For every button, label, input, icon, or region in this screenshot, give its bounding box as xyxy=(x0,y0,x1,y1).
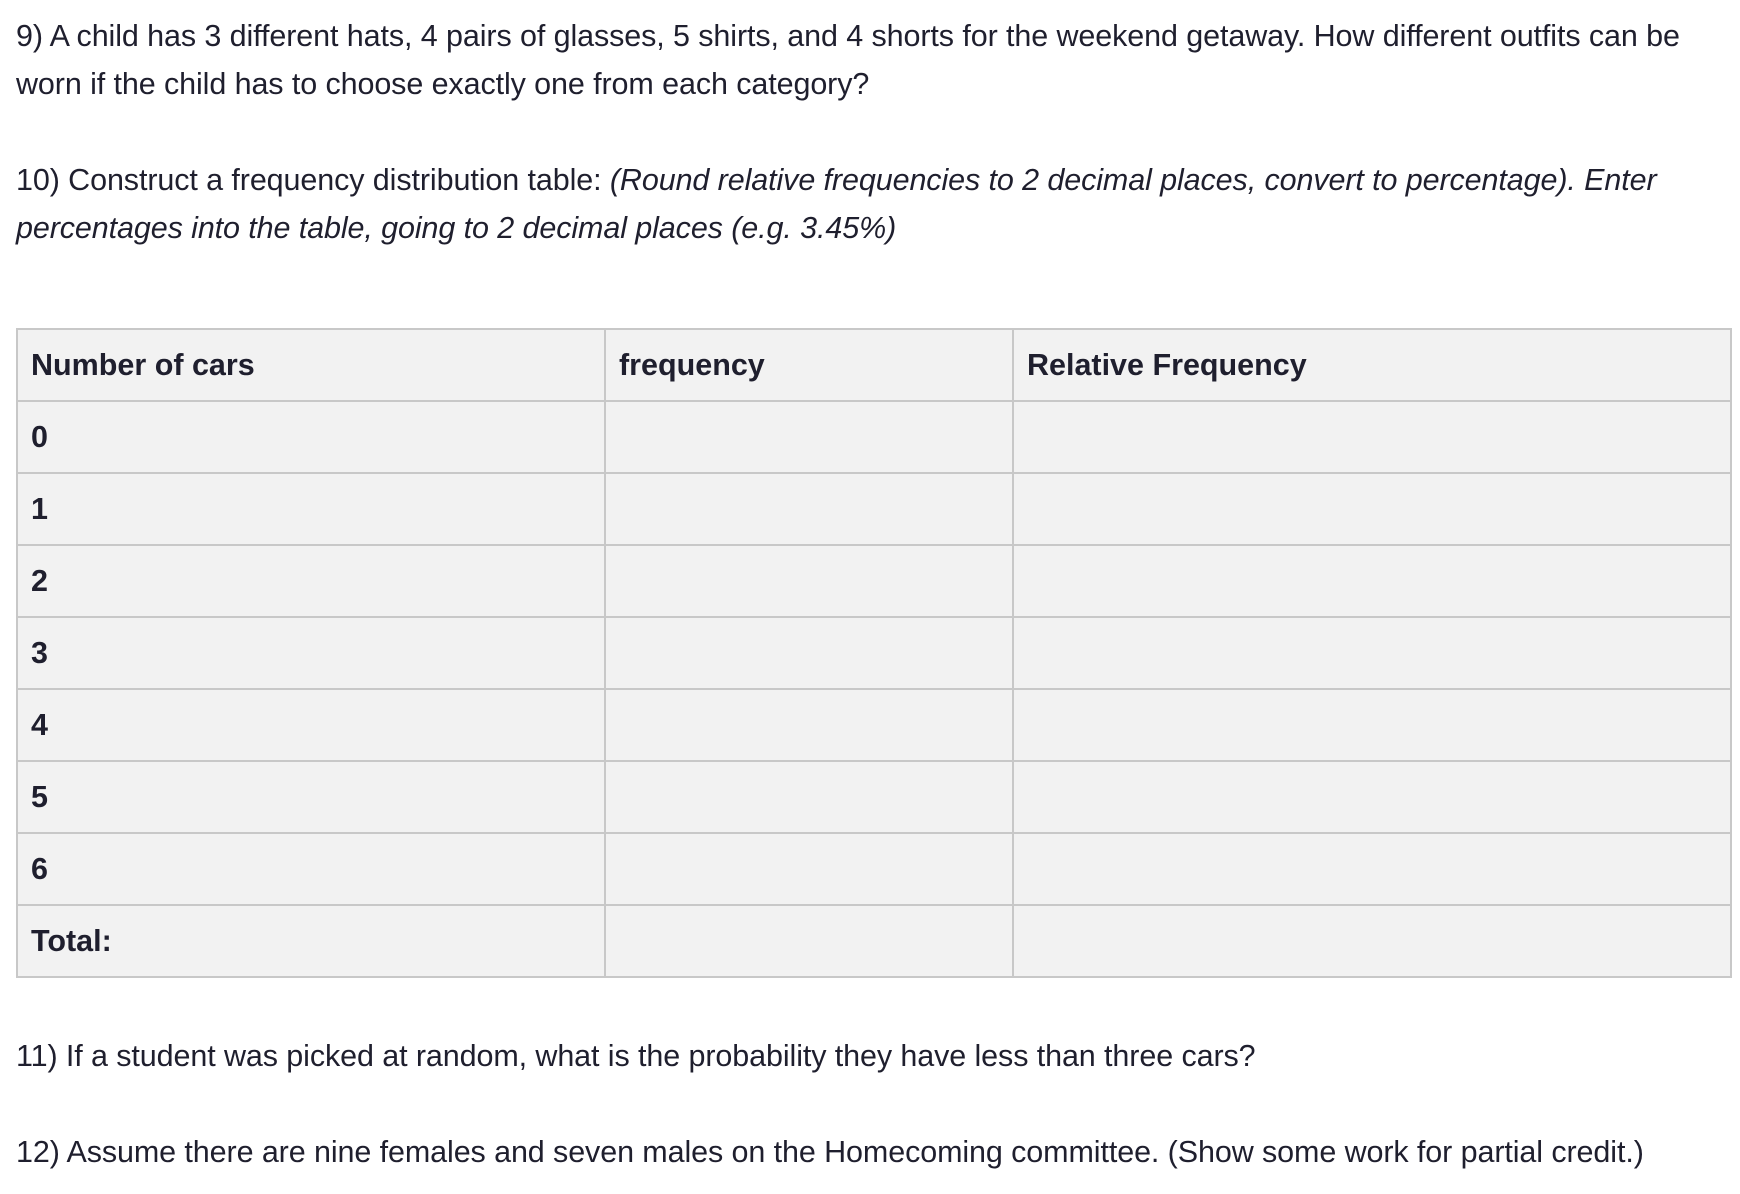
frequency-cell[interactable] xyxy=(605,545,1013,617)
frequency-cell[interactable] xyxy=(605,617,1013,689)
question-10-text: 10) Construct a frequency distribution table: xyxy=(16,163,610,197)
table-row xyxy=(17,689,1731,761)
table-row xyxy=(17,401,1731,473)
table-row xyxy=(17,761,1731,833)
total-relative-frequency-cell[interactable] xyxy=(1013,905,1731,977)
question-9: 9) A child has 3 different hats, 4 pairs of glasses, 5 shirts, and 4 shorts for the weekend getaway. How different outfits can be worn if the child has to choose exactly one from each category? xyxy=(16,19,1680,101)
header-relative-frequency: Relative Frequency xyxy=(1013,329,1731,401)
header-frequency: frequency xyxy=(605,329,1013,401)
frequency-cell[interactable] xyxy=(605,473,1013,545)
question-10-instructions: (Round relative frequencies to 2 decimal places, convert to percentage). Enter percentages into the table, going to 2 decimal places (e.g. 3.45%) xyxy=(16,163,1657,245)
total-label: Total: xyxy=(17,905,605,977)
row-label: 5 xyxy=(17,761,605,833)
relative-frequency-cell[interactable] xyxy=(1013,833,1731,905)
header-number-of-cars: Number of cars xyxy=(17,329,605,401)
relative-frequency-cell[interactable] xyxy=(1013,689,1731,761)
table-row xyxy=(17,833,1731,905)
table-row xyxy=(17,545,1731,617)
row-label: 2 xyxy=(17,545,605,617)
row-label: 0 xyxy=(17,401,605,473)
relative-frequency-cell[interactable] xyxy=(1013,761,1731,833)
table-row xyxy=(17,617,1731,689)
table-total-row xyxy=(17,905,1731,977)
relative-frequency-cell[interactable] xyxy=(1013,473,1731,545)
relative-frequency-cell[interactable] xyxy=(1013,617,1731,689)
question-11: 11) If a student was picked at random, what is the probability they have less than three cars? xyxy=(16,1039,1256,1073)
total-frequency-cell[interactable] xyxy=(605,905,1013,977)
frequency-distribution-table xyxy=(16,328,1732,978)
row-label: 1 xyxy=(17,473,605,545)
frequency-cell[interactable] xyxy=(605,401,1013,473)
row-label: 4 xyxy=(17,689,605,761)
relative-frequency-cell[interactable] xyxy=(1013,401,1731,473)
frequency-cell[interactable] xyxy=(605,833,1013,905)
question-10 xyxy=(16,156,1732,252)
row-label: 6 xyxy=(17,833,605,905)
table-row xyxy=(17,473,1731,545)
relative-frequency-cell[interactable] xyxy=(1013,545,1731,617)
row-label: 3 xyxy=(17,617,605,689)
frequency-cell[interactable] xyxy=(605,761,1013,833)
question-12: 12) Assume there are nine females and seven males on the Homecoming committee. (Show some work for partial credit.) xyxy=(16,1135,1644,1169)
table-header-row xyxy=(17,329,1731,401)
frequency-cell[interactable] xyxy=(605,689,1013,761)
